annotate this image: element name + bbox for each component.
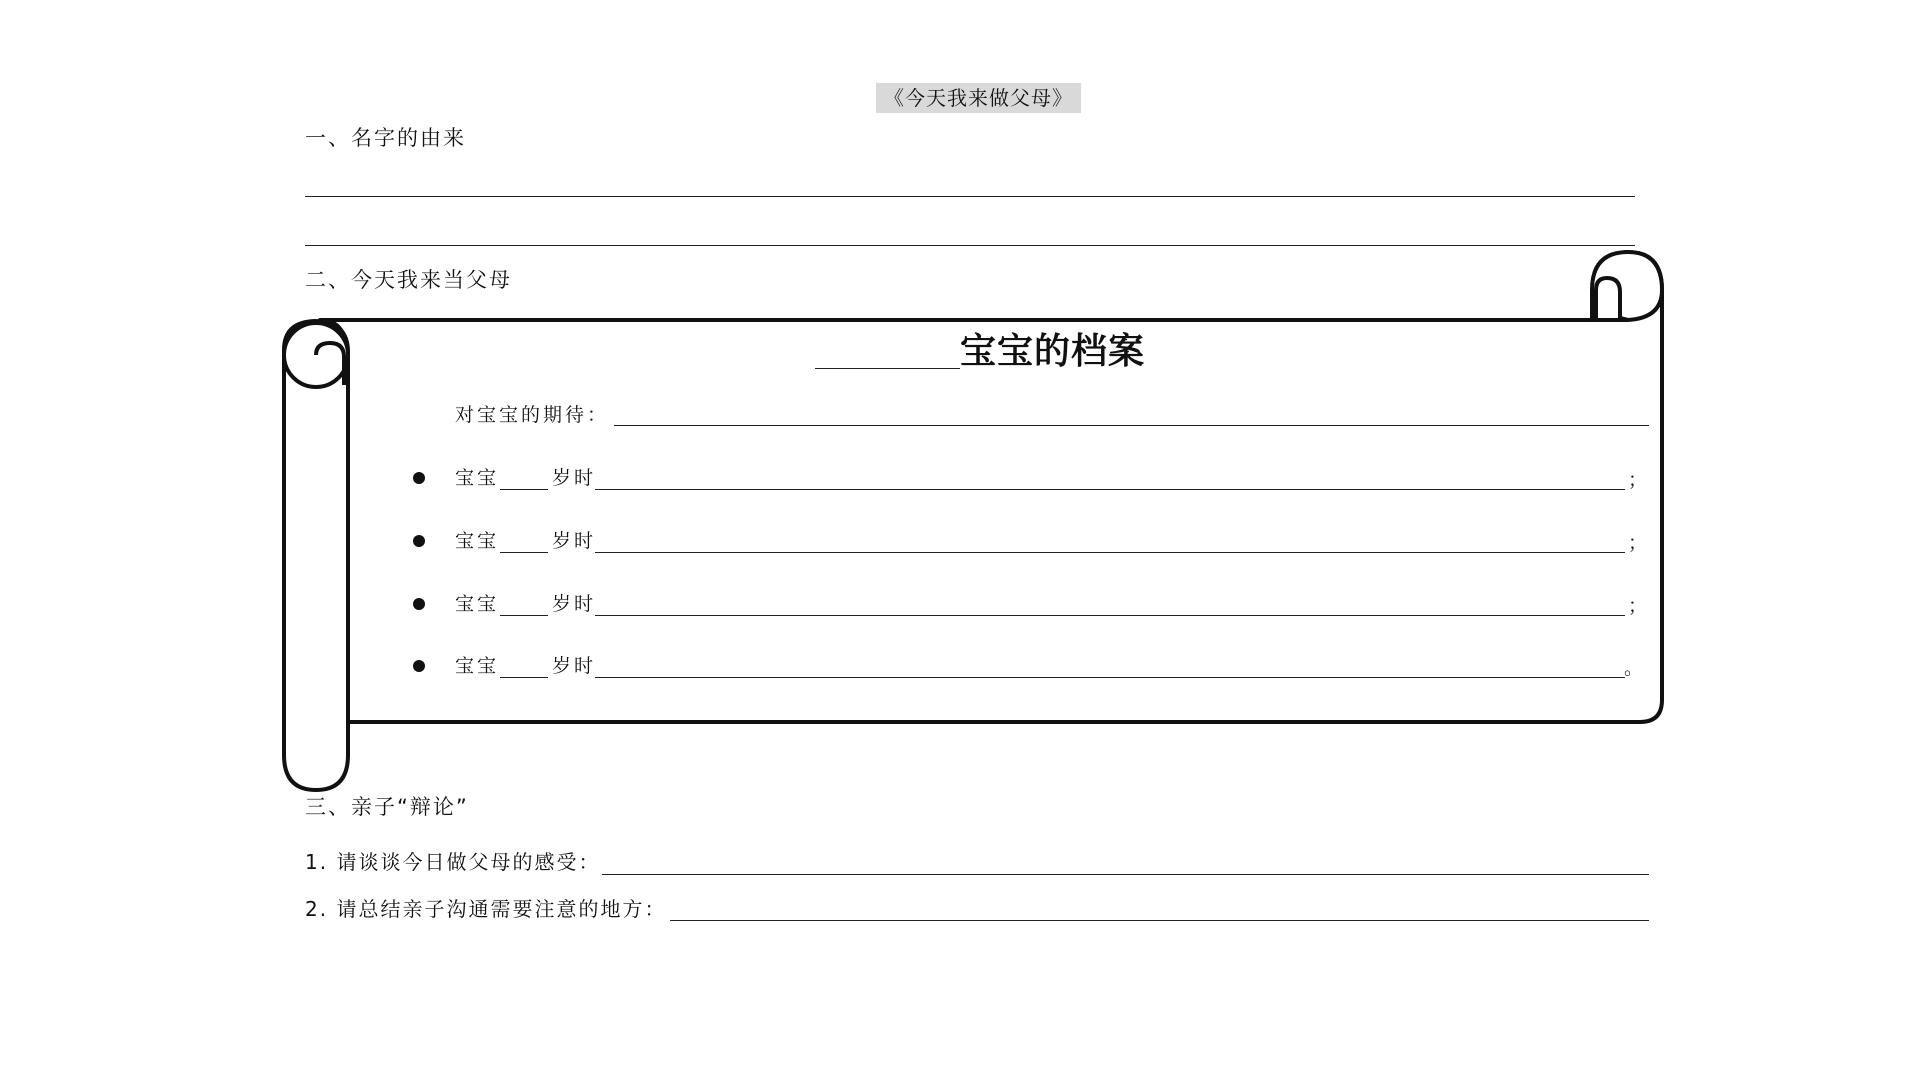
left-scroll-roll — [284, 321, 348, 790]
age-blank[interactable] — [500, 489, 548, 490]
question-1-answer-line[interactable] — [602, 874, 1649, 875]
expectation-label: 对宝宝的期待： — [455, 404, 610, 426]
document-title: 《今天我来做父母》 — [876, 83, 1081, 113]
age-row-suffix: 岁时 — [552, 655, 597, 677]
age-row-end: ； — [1628, 595, 1648, 617]
age-row-suffix: 岁时 — [552, 467, 597, 489]
age-row-prefix: 宝宝 — [455, 467, 500, 489]
bullet-icon — [413, 598, 425, 610]
age-row-line[interactable] — [595, 489, 1625, 490]
baby-name-line[interactable] — [815, 368, 960, 369]
question-2-label: 2. 请总结亲子沟通需要注意的地方： — [305, 897, 667, 921]
age-blank[interactable] — [500, 677, 548, 678]
age-row-end: 。 — [1624, 657, 1644, 679]
age-blank[interactable] — [500, 615, 548, 616]
bullet-icon — [413, 472, 425, 484]
age-row-line[interactable] — [595, 552, 1625, 553]
banner-title: 宝宝的档案 — [960, 331, 1146, 372]
bullet-icon — [413, 535, 425, 547]
age-row-suffix: 岁时 — [552, 593, 597, 615]
age-row-end: ； — [1628, 532, 1648, 554]
scroll-body — [320, 252, 1662, 722]
age-row-prefix: 宝宝 — [455, 593, 500, 615]
age-row-suffix: 岁时 — [552, 530, 597, 552]
right-scroll-roll — [1592, 252, 1662, 320]
age-row-prefix: 宝宝 — [455, 530, 500, 552]
age-row-end: ； — [1628, 469, 1648, 491]
age-row-prefix: 宝宝 — [455, 655, 500, 677]
section1-heading: 一、名字的由来 — [305, 126, 466, 150]
expectation-line[interactable] — [614, 425, 1649, 426]
section2-heading: 二、今天我来当父母 — [305, 268, 512, 292]
bullet-icon — [413, 660, 425, 672]
section3-heading: 三、亲子“辩论” — [305, 795, 469, 819]
question-1-label: 1. 请谈谈今日做父母的感受： — [305, 850, 601, 874]
age-row-line[interactable] — [595, 677, 1625, 678]
age-row-line[interactable] — [595, 615, 1625, 616]
age-blank[interactable] — [500, 552, 548, 553]
question-2-answer-line[interactable] — [670, 920, 1649, 921]
